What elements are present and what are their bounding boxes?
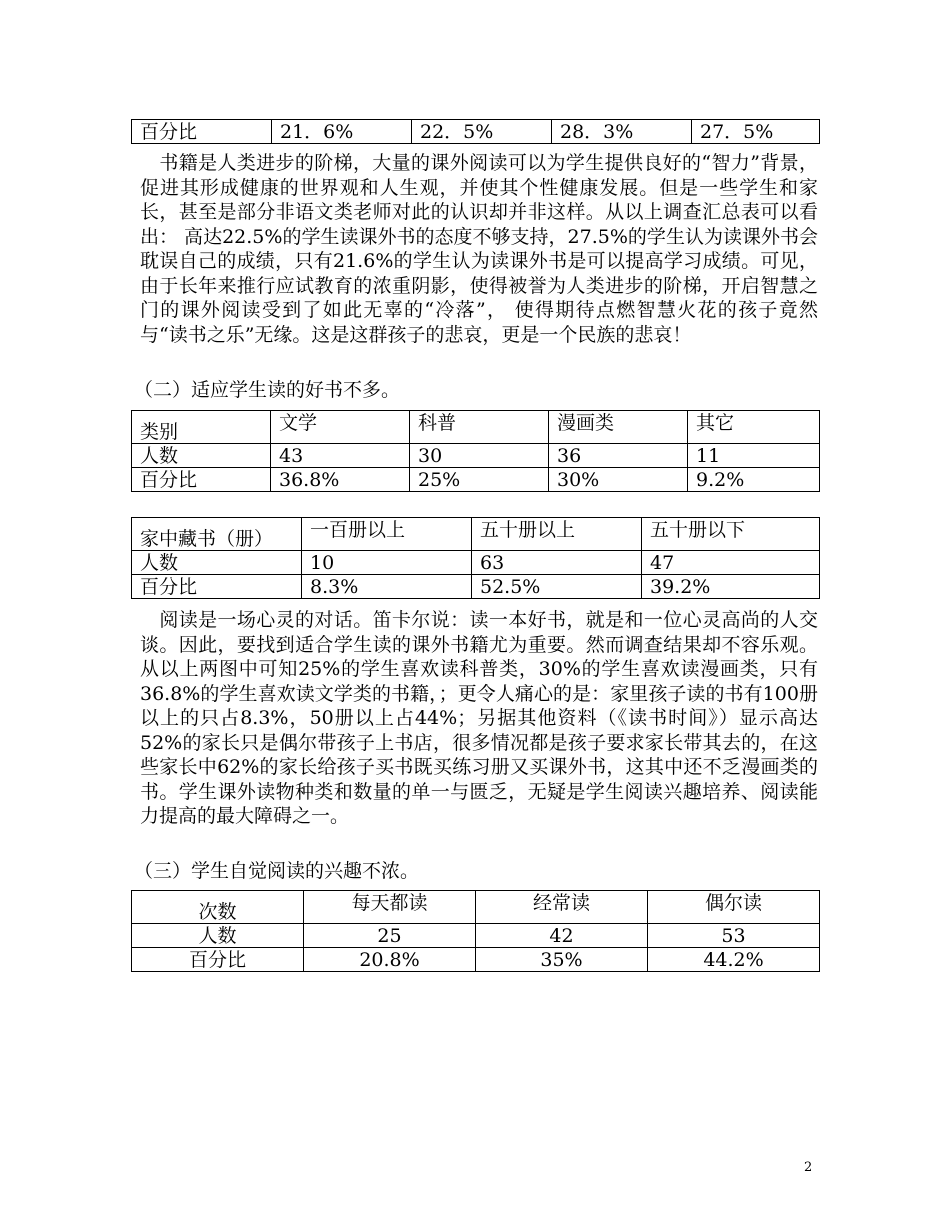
table-header-cell: 家中藏书（册） bbox=[132, 518, 302, 551]
table-cell: 36 bbox=[549, 444, 688, 468]
table-header-cell: 五十册以下 bbox=[642, 518, 820, 551]
table-cell: 9.2% bbox=[688, 468, 820, 492]
table-header-cell: 经常读 bbox=[476, 891, 648, 924]
table-cell: 8.3% bbox=[302, 575, 472, 599]
section-heading-3: （三）学生自觉阅读的兴趣不浓。 bbox=[134, 860, 420, 882]
table-header-cell: 每天都读 bbox=[304, 891, 476, 924]
table-cell: 39.2% bbox=[642, 575, 820, 599]
table-row bbox=[132, 468, 820, 492]
table-header-cell: 次数 bbox=[132, 891, 304, 924]
table-row bbox=[132, 444, 820, 468]
table-cell: 36.8% bbox=[271, 468, 410, 492]
table-cell: 21．6% bbox=[272, 120, 412, 144]
table-cell: 28．3% bbox=[552, 120, 692, 144]
table-cell: 27．5% bbox=[692, 120, 820, 144]
attitude-table-continued bbox=[131, 119, 820, 144]
table-cell: 42 bbox=[476, 924, 648, 948]
book-category-table bbox=[131, 410, 820, 492]
table-cell: 人数 bbox=[132, 924, 304, 948]
reading-frequency-table bbox=[131, 890, 820, 972]
books-at-home-table bbox=[131, 517, 820, 599]
table-cell: 44.2% bbox=[648, 948, 820, 972]
page-number: 2 bbox=[804, 1160, 813, 1175]
table-cell: 10 bbox=[302, 551, 472, 575]
paragraph-good-books bbox=[140, 608, 818, 829]
table-header-cell: 类别 bbox=[132, 411, 271, 444]
table-cell: 22．5% bbox=[412, 120, 552, 144]
table-header-row bbox=[132, 891, 820, 924]
table-header-cell: 五十册以上 bbox=[472, 518, 642, 551]
table-cell: 35% bbox=[476, 948, 648, 972]
table-row bbox=[132, 120, 820, 144]
table-cell: 30% bbox=[549, 468, 688, 492]
table-row bbox=[132, 948, 820, 972]
table-header-row bbox=[132, 411, 820, 444]
table-header-cell: 其它 bbox=[688, 411, 820, 444]
table-row bbox=[132, 575, 820, 599]
table-cell: 百分比 bbox=[132, 575, 302, 599]
table-row bbox=[132, 551, 820, 575]
table-header-cell: 科普 bbox=[410, 411, 549, 444]
section-heading-2: （二）适应学生读的好书不多。 bbox=[134, 379, 401, 401]
table-cell: 52.5% bbox=[472, 575, 642, 599]
paragraph-reading-attitude bbox=[140, 151, 818, 347]
table-cell: 25% bbox=[410, 468, 549, 492]
table-cell: 百分比 bbox=[132, 468, 271, 492]
table-cell: 人数 bbox=[132, 551, 302, 575]
paragraph-text: 书籍是人类进步的阶梯，大量的课外阅读可以为学生提供良好的“智力”背景，促进其形成健康的世界观和人生观，并使其个性健康发展。但是一些学生和家长，甚至是部分非语文类老师对此的认识却并非这样。从以上调查汇总表可以看出： 高达22.5%的学生读课外书的态度不够支持，27.5%的学生认为读课外书会耽误自己的成绩，只有21.6%的学生认为读课外书是可以提高学习成绩。可见，由于长年来推行应试教育的浓重阴影，使得被誉为人类进步的阶梯，开启智慧之门的课外阅读受到了如此无辜的“冷落”， 使得期待点燃智慧火花的孩子竟然与“读书之乐”无缘。这是这群孩子的悲哀，更是一个民族的悲哀！ bbox=[140, 152, 818, 346]
table-cell: 百分比 bbox=[132, 948, 304, 972]
table-header-row bbox=[132, 518, 820, 551]
table-cell: 人数 bbox=[132, 444, 271, 468]
table-header-cell: 一百册以上 bbox=[302, 518, 472, 551]
table-cell: 47 bbox=[642, 551, 820, 575]
table-row bbox=[132, 924, 820, 948]
table-cell: 63 bbox=[472, 551, 642, 575]
table-cell: 53 bbox=[648, 924, 820, 948]
table-cell: 20.8% bbox=[304, 948, 476, 972]
table-cell: 11 bbox=[688, 444, 820, 468]
table-cell: 30 bbox=[410, 444, 549, 468]
table-header-cell: 漫画类 bbox=[549, 411, 688, 444]
paragraph-text: 阅读是一场心灵的对话。笛卡尔说：读一本好书，就是和一位心灵高尚的人交谈。因此，要找到适合学生读的课外书籍尤为重要。然而调查结果却不容乐观。从以上两图中可知25%的学生喜欢读科普类，30%的学生喜欢读漫画类，只有36.8%的学生喜欢读文学类的书籍，；更令人痛心的是：家里孩子读的书有100册以上的只占8.3%，50册以上占44%；另据其他资料（《读书时间》）显示高达52%的家长只是偶尔带孩子上书店，很多情况都是孩子要求家长带其去的，在这些家长中62%的家长给孩子买书既买练习册又买课外书，这其中还不乏漫画类的书。学生课外读物种类和数量的单一与匮乏，无疑是学生阅读兴趣培养、阅读能力提高的最大障碍之一。 bbox=[140, 609, 818, 827]
table-header-cell: 文学 bbox=[271, 411, 410, 444]
table-cell: 百分比 bbox=[132, 120, 272, 144]
table-cell: 43 bbox=[271, 444, 410, 468]
table-header-cell: 偶尔读 bbox=[648, 891, 820, 924]
table-cell: 25 bbox=[304, 924, 476, 948]
